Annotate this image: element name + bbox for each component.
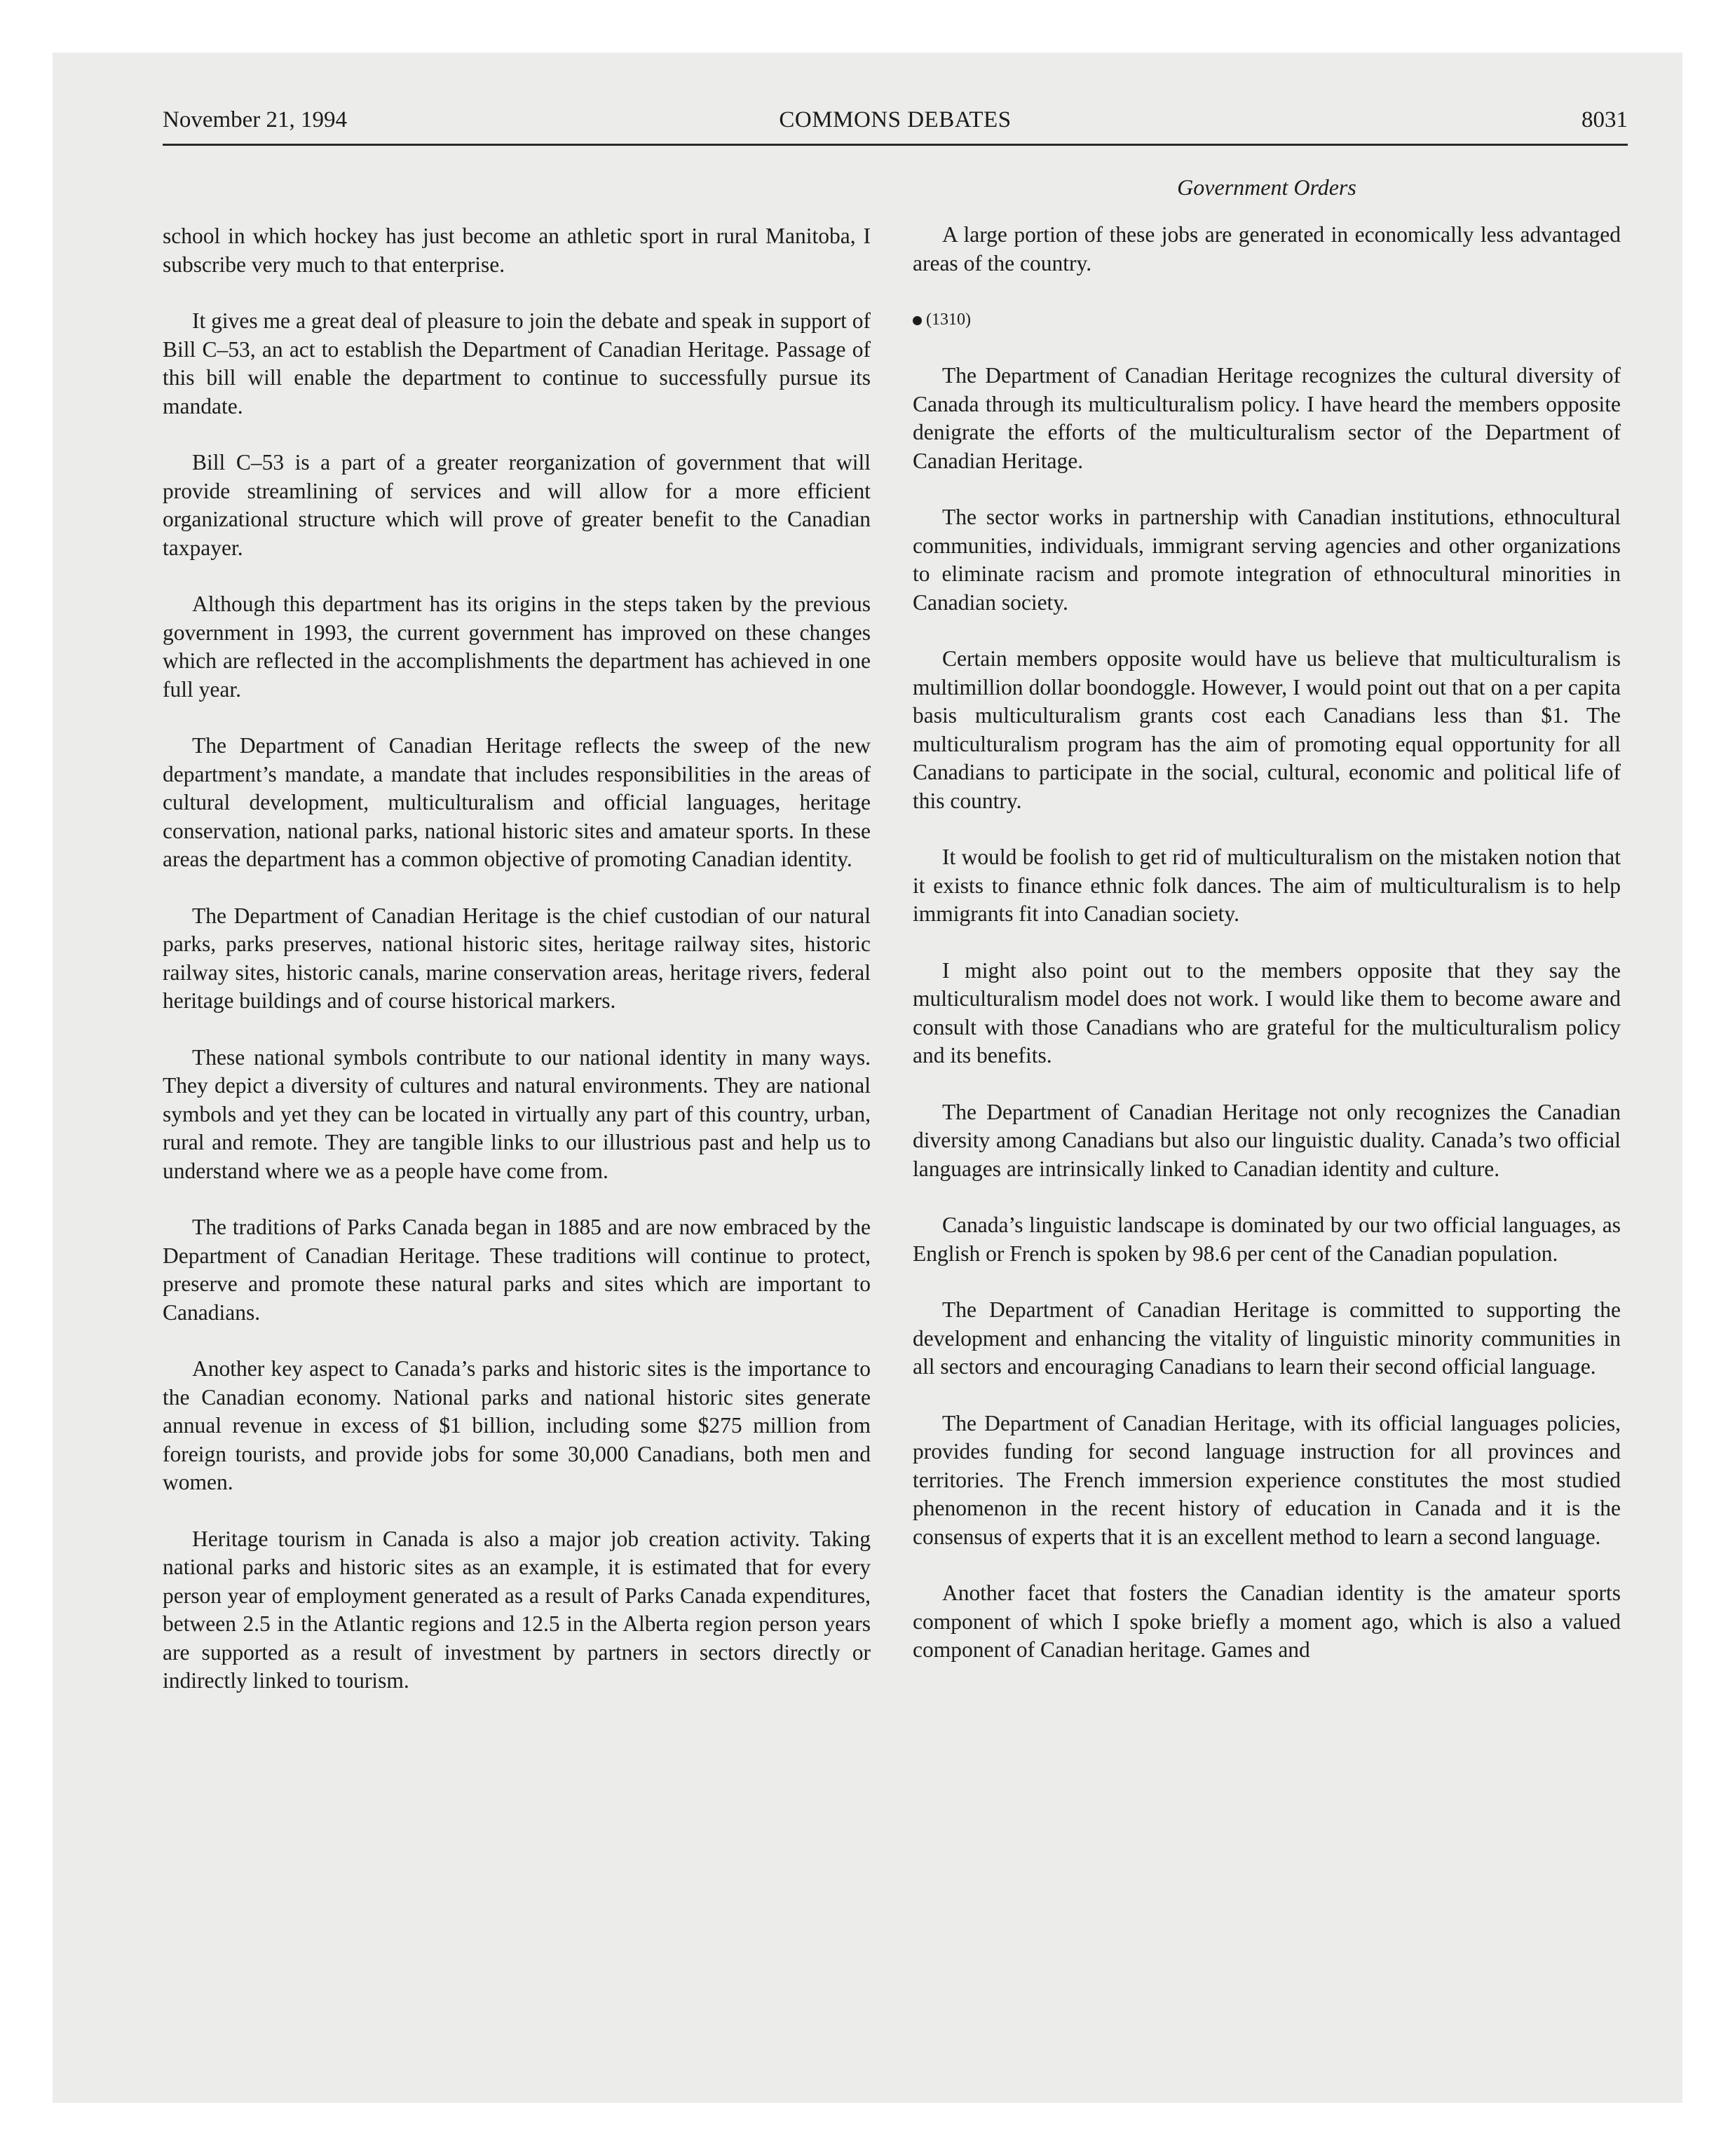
right-column <box>913 173 1621 1693</box>
header-date: November 21, 1994 <box>163 107 348 132</box>
paragraph: I might also point out to the members opposite that they say the multiculturalism model does not work. I would like them to become aware and consult with those Canadians who are grateful for the multiculturalism policy and its benefits. <box>913 957 1621 1067</box>
paragraph: It would be foolish to get rid of multiculturalism on the mistaken notion that it exists to finance ethnic folk dances. The aim of multiculturalism is to help immigrants fit into Canadian society. <box>913 845 1621 926</box>
left-column <box>163 222 871 1724</box>
document-page <box>163 102 1628 1924</box>
section-title: Government Orders <box>1177 175 1356 200</box>
paragraph: A large portion of these jobs are generated in economically less advantaged areas of the country. <box>913 222 1621 275</box>
paragraph: The Department of Canadian Heritage is the chief custodian of our natural parks, parks preserves, national historic sites, heritage railway sites, historic railway sites, historic canals, marine conservation areas, heritage rivers, federal heritage buildings and of course historical markers. <box>163 903 871 1013</box>
header-title: COMMONS DEBATES <box>779 107 1012 132</box>
page-number: 8031 <box>1581 107 1628 132</box>
paragraph: school in which hockey has just become an athletic sport in rural Manitoba, I subscribe very much to that enterprise. <box>163 224 871 277</box>
running-header <box>163 102 1628 138</box>
header-rule <box>163 144 1628 146</box>
paragraph: The sector works in partnership with Canadian institutions, ethnocultural communities, individuals, immigrant serving agencies and other organizations to eliminate racism and promote integration of ethnocultural minorities in Canadian society. <box>913 505 1621 615</box>
paragraph: Another key aspect to Canada’s parks and historic sites is the importance to the Canadian economy. National parks and national historic sites generate annual revenue in excess of $1 billion, including some $275 million from foreign tourists, and provide jobs for some 30,000 Canadians, both men and women. <box>163 1356 871 1494</box>
paragraph: It gives me a great deal of pleasure to join the debate and speak in support of Bill C–53, an act to establish the Department of Canadian Heritage. Passage of this bill will enable the department to continue to successfully pursue its mandate. <box>163 308 871 418</box>
time-marker <box>913 306 1621 334</box>
paragraph: Certain members opposite would have us believe that multiculturalism is multimillion dollar boondoggle. However, I would point out that on a per capita basis multiculturalism grants cost each Canadians less than $1. The multiculturalism program has the aim of promoting equal opportunity for all Canadians to participate in the social, cultural, economic and political life of this country. <box>913 646 1621 813</box>
paragraph: Canada’s linguistic landscape is dominated by our two official languages, as English or French is spoken by 98.6 per cent of the Canadian population. <box>913 1213 1621 1266</box>
paragraph: The Department of Canadian Heritage, with its official languages policies, provides funding for second language instruction for all provinces and territories. The French immersion experience constitutes the most studied phenomenon in the recent history of education in Canada and it is the consensus of experts that it is an excellent method to learn a second language. <box>913 1410 1621 1549</box>
paragraph: Heritage tourism in Canada is also a major job creation activity. Taking national parks and historic sites as an example, it is estimated that for every person year of employment generated as a result of Parks Canada expenditures, between 2.5 in the Atlantic regions and 12.5 in the Alberta region person years are supported as a result of investment by partners in sectors directly or indirectly linked to tourism. <box>163 1526 871 1693</box>
paragraph: The Department of Canadian Heritage not only recognizes the Canadian diversity among Canadians but also our linguistic duality. Canada’s two official languages are intrinsically linked to Canadian identity and culture. <box>913 1099 1621 1181</box>
paragraph: The Department of Canadian Heritage recognizes the cultural diversity of Canada through its multiculturalism policy. I have heard the members opposite denigrate the efforts of the multiculturalism sector of the Department of Canadian Heritage. <box>913 363 1621 473</box>
paragraph: The Department of Canadian Heritage is committed to supporting the development and enhancing the vitality of linguistic minority communities in all sectors and encouraging Canadians to learn their second official language. <box>913 1297 1621 1379</box>
paragraph: Bill C–53 is a part of a greater reorganization of government that will provide streamlining of services and will allow for a more efficient organizational structure which will prove of greater benefit to the Canadian taxpayer. <box>163 450 871 560</box>
paragraph: The traditions of Parks Canada began in 1885 and are now embraced by the Department of Canadian Heritage. These traditions will continue to protect, preserve and promote these natural parks and sites which are important to Canadians. <box>163 1215 871 1325</box>
time-marker-label: (1310) <box>926 311 971 329</box>
paragraph: These national symbols contribute to our national identity in many ways. They depict a diversity of cultures and natural environments. They are national symbols and yet they can be located in virtually any part of this country, urban, rural and remote. They are tangible links to our illustrious past and help us to understand where we as a people have come from. <box>163 1044 871 1183</box>
paragraph: Although this department has its origins in the steps taken by the previous government in 1993, the current government has improved on these changes which are reflected in the accomplishments the department has achieved in one full year. <box>163 592 871 702</box>
paragraph: Another facet that fosters the Canadian identity is the amateur sports component of which I spoke briefly a moment ago, which is also a valued component of Canadian heritage. Games and <box>913 1581 1621 1662</box>
bullet-icon <box>913 316 922 325</box>
paragraph: The Department of Canadian Heritage reflects the sweep of the new department’s mandate, a mandate that includes responsibilities in the areas of cultural development, multiculturalism and official languages, heritage conservation, national parks, national historic sites and amateur sports. In these areas the department has a common objective of promoting Canadian identity. <box>163 733 871 871</box>
